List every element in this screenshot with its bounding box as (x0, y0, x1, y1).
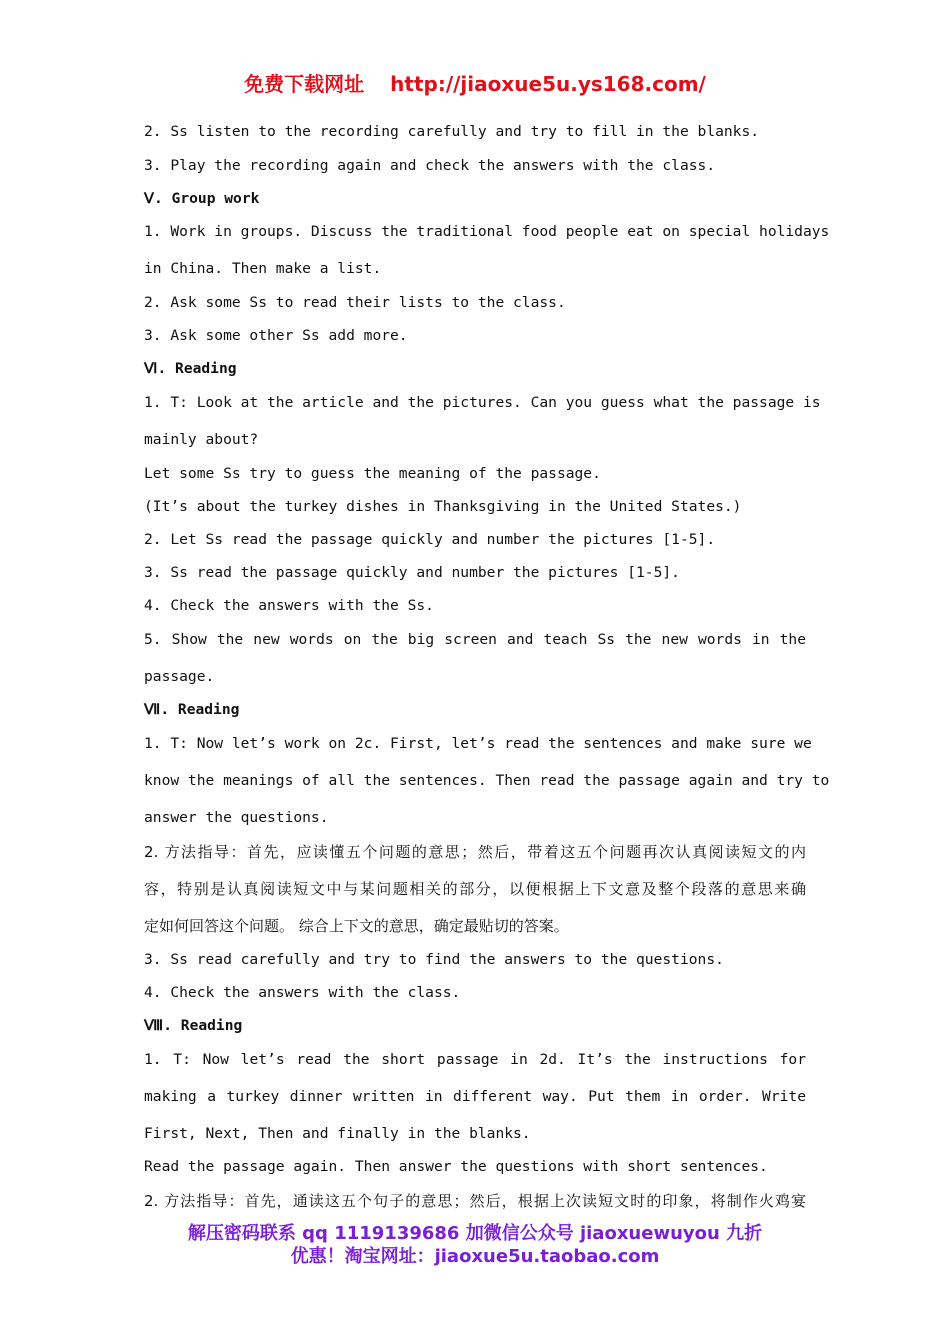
text-line: passage. (144, 668, 215, 685)
text-line: in China. Then make a list. (144, 260, 382, 277)
section-heading: Ⅷ. Reading (144, 1017, 243, 1034)
text-line: mainly about? (144, 431, 259, 448)
text-line: 2. 方法指导：首先，通读这五个句子的意思；然后，根据上次读短文时的印象，将制作火鸡宴 (144, 1192, 806, 1210)
text-line: 1. T: Now let’s work on 2c. First, let’s read the sentences and make sure we (144, 735, 812, 752)
text-line: 2. Let Ss read the passage quickly and number the pictures [1-5]. (144, 531, 716, 548)
section-heading: Ⅴ. Group work (144, 190, 260, 207)
text-line: Let some Ss try to guess the meaning of the passage. (144, 465, 601, 482)
text-line: 2. Ss listen to the recording carefully and try to fill in the blanks. (144, 123, 760, 140)
footer-line: 解压密码联系 qq 1119139686 加微信公众号 jiaoxuewuyou 九折 (187, 1223, 763, 1244)
text-line: know the meanings of all the sentences. Then read the passage again and try to (144, 772, 830, 789)
text-line: 4. Check the answers with the Ss. (144, 597, 434, 614)
text-line: 2. Ask some Ss to read their lists to the class. (144, 294, 566, 311)
header-label: 免费下载网址 (244, 72, 365, 96)
header-url[interactable]: http://jiaoxue5u.ys168.com/ (390, 72, 706, 96)
text-line: 3. Ask some other Ss add more. (144, 327, 408, 344)
section-heading: Ⅵ. Reading (144, 360, 237, 377)
text-line: Read the passage again. Then answer the questions with short sentences. (144, 1158, 768, 1175)
section-heading: Ⅶ. Reading (144, 701, 240, 718)
text-line: 5. Show the new words on the big screen and teach Ss the new words in the (144, 631, 806, 648)
text-line: 定如何回答这个问题。 综合上下文的意思，确定最贴切的答案。 (144, 917, 569, 935)
text-line: 3. Ss read carefully and try to find the answers to the questions. (144, 951, 724, 968)
text-line: 1. T: Now let’s read the short passage in 2d. It’s the instructions for (144, 1051, 806, 1068)
text-line: (It’s about the turkey dishes in Thanksgiving in the United States.) (144, 498, 742, 515)
text-line: 容，特别是认真阅读短文中与某问题相关的部分，以便根据上下文意及整个段落的意思来确 (144, 880, 806, 898)
download-header (0, 68, 950, 97)
text-line: 1. T: Look at the article and the pictures. Can you guess what the passage is (144, 394, 821, 411)
text-line: 2. 方法指导：首先，应读懂五个问题的意思；然后，带着这五个问题再次认真阅读短文的内 (144, 843, 806, 861)
text-line: 1. Work in groups. Discuss the traditional food people eat on special holidays (144, 223, 830, 240)
text-line: 4. Check the answers with the class. (144, 984, 461, 1001)
text-line: answer the questions. (144, 809, 329, 826)
footer-line: 优惠！淘宝网址：jiaoxue5u.taobao.com (290, 1246, 660, 1267)
text-line: making a turkey dinner written in different way. Put them in order. Write (144, 1088, 806, 1105)
text-line: 3. Ss read the passage quickly and number the pictures [1-5]. (144, 564, 680, 581)
text-line: First, Next, Then and finally in the blanks. (144, 1125, 531, 1142)
text-line: 3. Play the recording again and check the answers with the class. (144, 157, 716, 174)
